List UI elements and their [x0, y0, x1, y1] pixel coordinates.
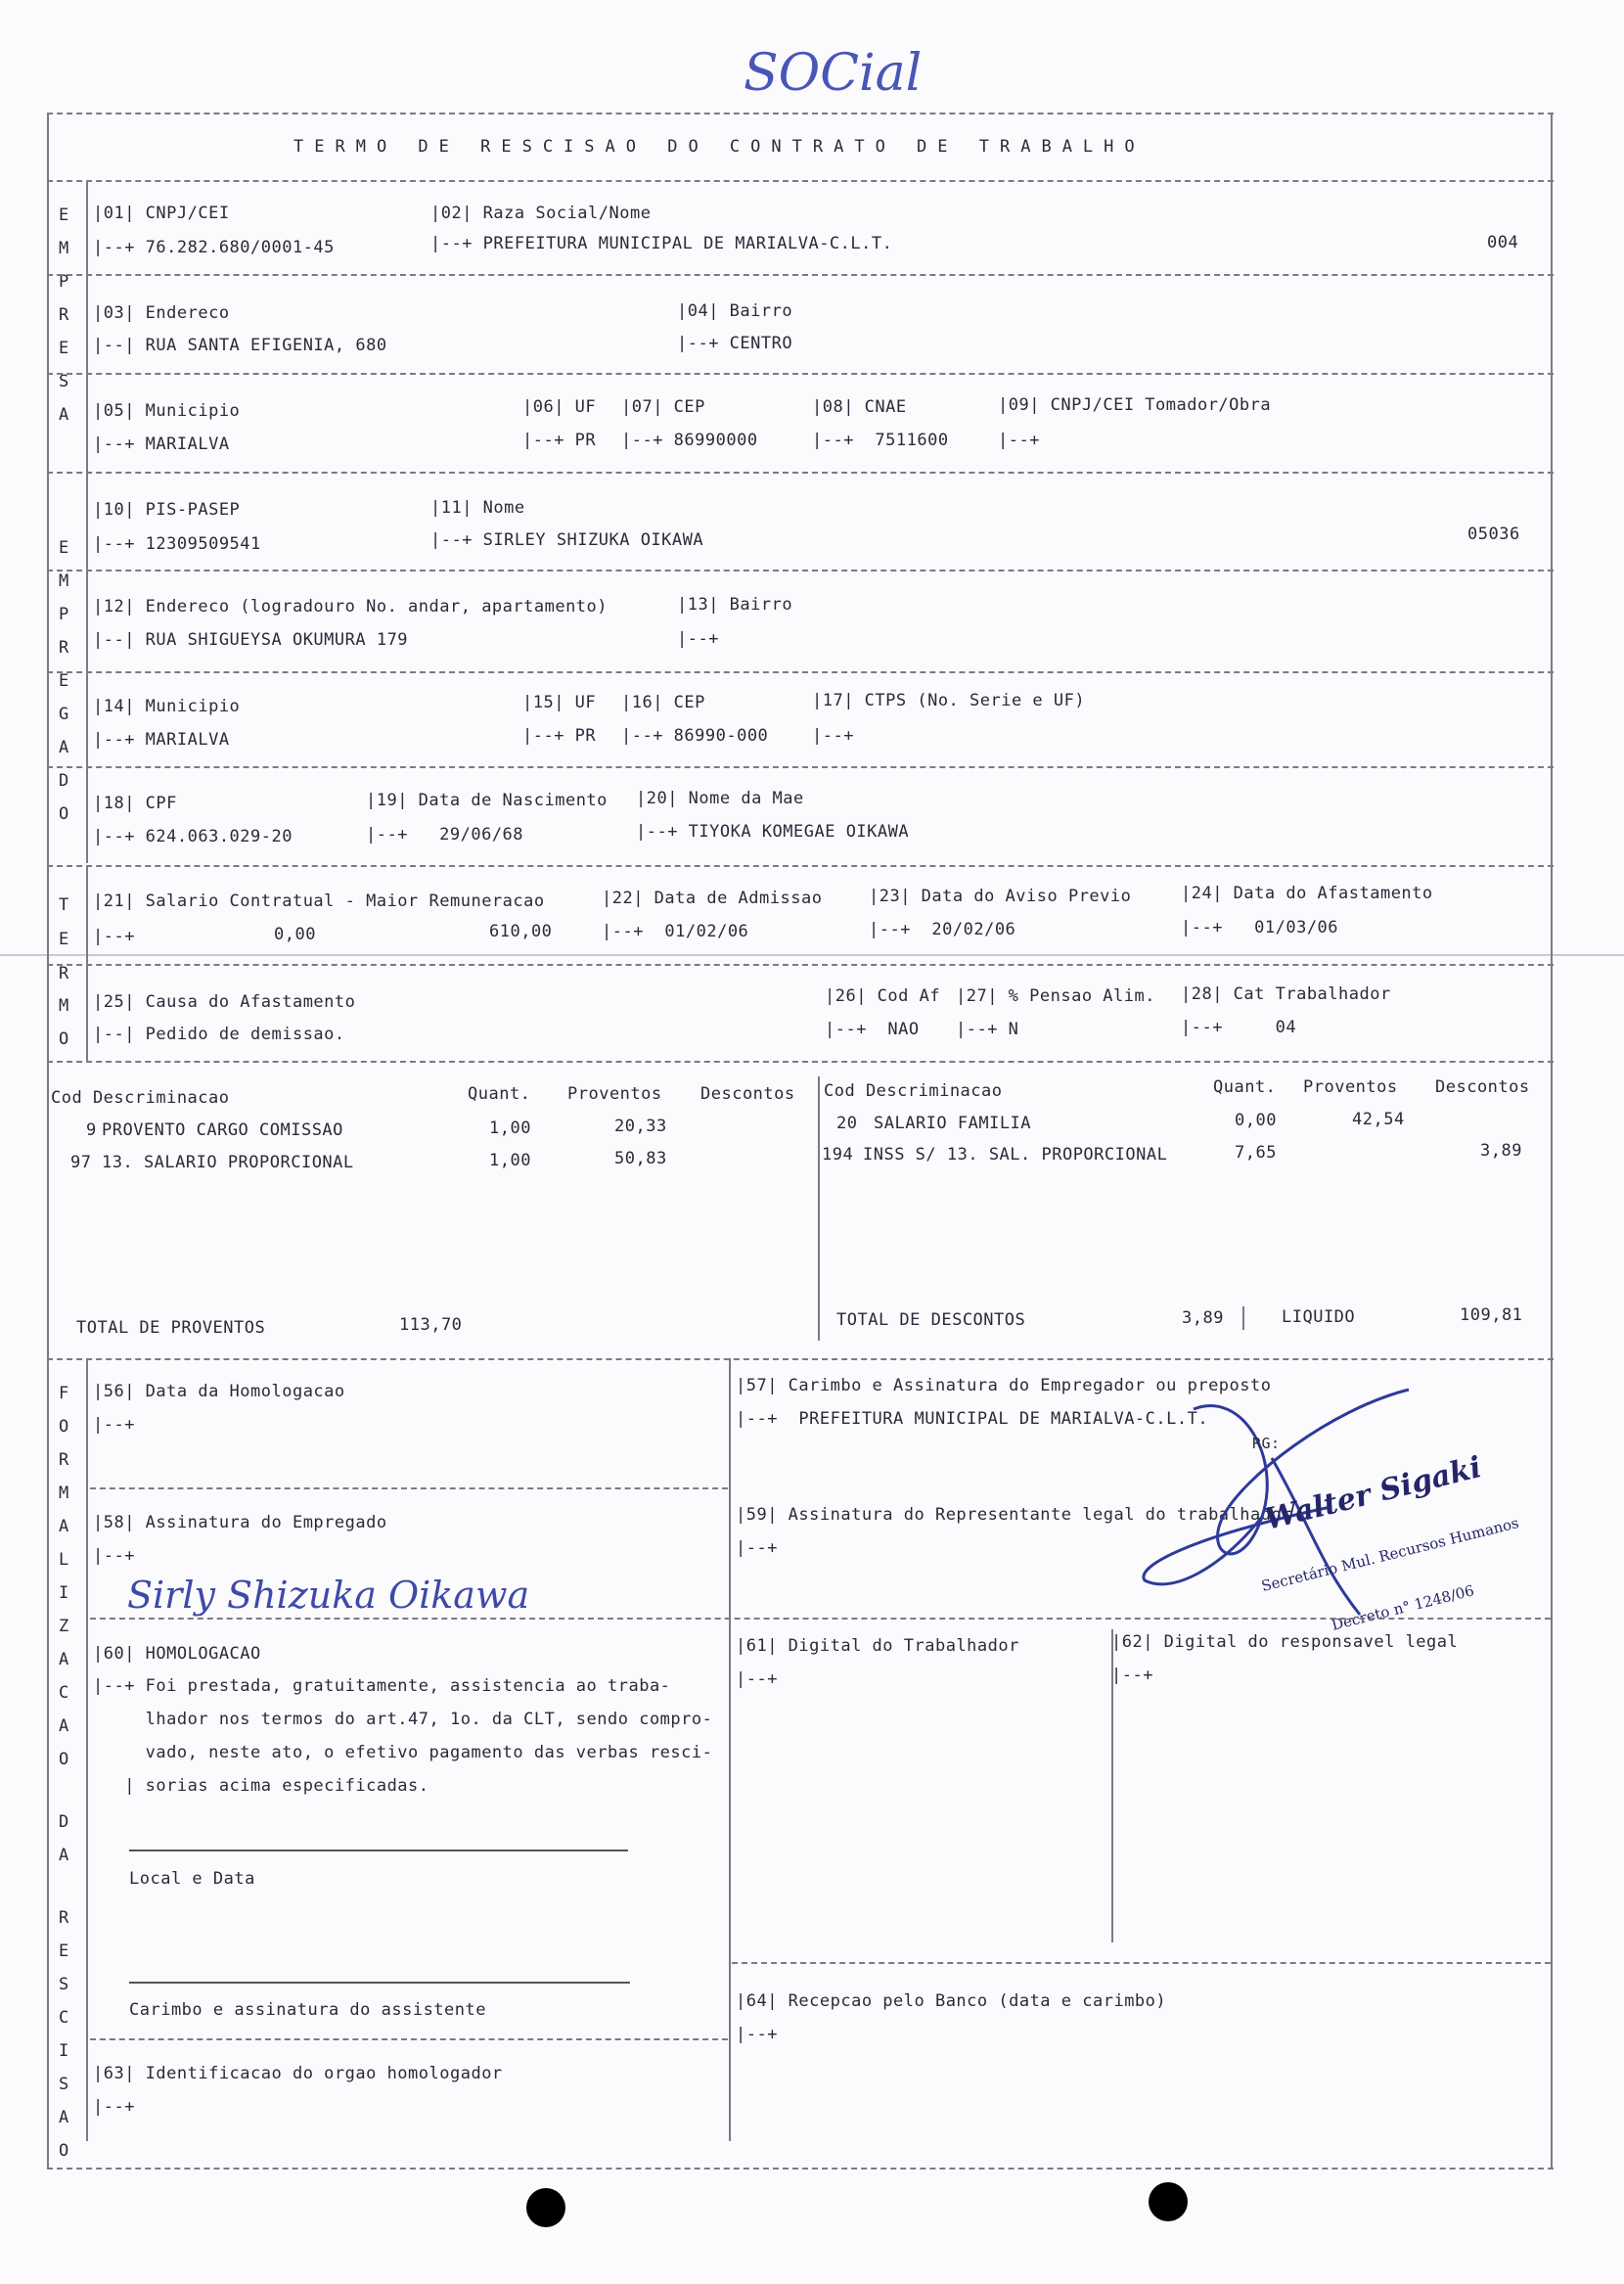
side-letter: S [59, 1975, 69, 1994]
side-letter: R [59, 1450, 69, 1470]
employer-code: 004 [1487, 233, 1519, 252]
field-05-value: |--+ MARIALVA [93, 434, 230, 454]
total-descontos-label: TOTAL DE DESCONTOS [836, 1310, 1026, 1330]
field-19-value: |--+ 29/06/68 [366, 825, 524, 845]
field-23-label: |23| Data do Aviso Previo [869, 887, 1132, 906]
field-12-label: |12| Endereco (logradouro No. andar, apartamento) [93, 597, 609, 617]
field-17-label: |17| CTPS (No. Serie e UF) [812, 691, 1086, 710]
field-08-value: |--+ 7511600 [812, 431, 949, 450]
field-04-value: |--+ CENTRO [677, 334, 793, 353]
field-60-text-line: vado, neste ato, o efetivo pagamento das verbas resci- [93, 1743, 713, 1762]
item-desc: 13. SALARIO PROPORCIONAL [102, 1153, 354, 1172]
field-05-label: |05| Municipio [93, 401, 241, 421]
field-10-value: |--+ 12309509541 [93, 534, 261, 554]
field-60-text-line: lhador nos termos do art.47, 1o. da CLT, sendo compro- [93, 1710, 713, 1729]
field-27-value: |--+ N [956, 1020, 1019, 1039]
item-desc: PROVENTO CARGO COMISSAO [102, 1120, 343, 1140]
field-15-label: |15| UF [522, 693, 597, 712]
field-26-label: |26| Cod Af [825, 986, 941, 1006]
field-20-value: |--+ TIYOKA KOMEGAE OIKAWA [636, 822, 910, 842]
item-proventos: 20,33 [614, 1117, 667, 1136]
field-63-label: |63| Identificacao do orgao homologador [93, 2064, 503, 2083]
side-letter: O [59, 804, 69, 824]
field-21-value: |--+ [93, 927, 135, 946]
divider [47, 472, 1554, 474]
liquido-label: LIQUIDO [1282, 1307, 1356, 1327]
field-24-value: |--+ 01/03/06 [1181, 918, 1339, 937]
header-cod: Cod Descriminacao [824, 1081, 1003, 1101]
stamp-name: Walter Sigaki [1261, 1450, 1485, 1537]
side-letter: O [59, 1417, 69, 1437]
field-57-value: |--+ PREFEITURA MUNICIPAL DE MARIALVA-C.L.T. [736, 1409, 1209, 1429]
field-25-label: |25| Causa do Afastamento [93, 992, 356, 1012]
divider [90, 1487, 728, 1489]
field-14-label: |14| Municipio [93, 697, 241, 716]
side-letter: O [59, 2141, 69, 2161]
punch-hole-icon [526, 2188, 565, 2227]
divider [47, 1061, 1554, 1063]
field-17-value: |--+ [812, 726, 854, 746]
field-16-label: |16| CEP [621, 693, 705, 712]
header-descontos: Descontos [1435, 1077, 1530, 1097]
side-letter: R [59, 638, 69, 658]
header-quant: Quant. [1213, 1077, 1277, 1097]
field-09-label: |09| CNPJ/CEI Tomador/Obra [998, 395, 1272, 415]
scan-fold-line [0, 954, 1624, 956]
side-letter: S [59, 2075, 69, 2094]
employee-signature: Sirly Shizuka Oikawa [127, 1574, 530, 1617]
field-15-value: |--+ PR [522, 726, 597, 746]
side-letter: P [59, 272, 69, 292]
side-letter: A [59, 1846, 69, 1865]
field-18-label: |18| CPF [93, 794, 177, 813]
side-letter: P [59, 605, 69, 624]
field-27-label: |27| % Pensao Alim. [956, 986, 1155, 1006]
field-25-value: |--| Pedido de demissao. [93, 1025, 345, 1044]
handwritten-note: SOCial [744, 44, 923, 103]
assistant-stamp-label: Carimbo e assinatura do assistente [129, 2000, 486, 2020]
field-60-label: |60| HOMOLOGACAO [93, 1644, 261, 1664]
divider [732, 1962, 1551, 1964]
side-letter: F [59, 1384, 69, 1403]
field-01-label: |01| CNPJ/CEI [93, 204, 230, 223]
side-letter: E [59, 206, 69, 225]
side-letter: E [59, 1941, 69, 1961]
divider [47, 274, 1554, 276]
side-letter: R [59, 305, 69, 325]
field-64-value: |--+ [736, 2025, 778, 2044]
stamp-decree: Decreto n° 1248/06 [1330, 1581, 1476, 1634]
side-letter: C [59, 2008, 69, 2028]
side-letter: D [59, 771, 69, 791]
divider [90, 1618, 1551, 1620]
header-proventos: Proventos [1303, 1077, 1398, 1097]
field-18-value: |--+ 624.063.029-20 [93, 827, 293, 846]
local-data-label: Local e Data [129, 1869, 255, 1889]
field-21-max: 610,00 [489, 922, 553, 941]
field-02-label: |02| Raza Social/Nome [430, 204, 652, 223]
field-56-label: |56| Data da Homologacao [93, 1382, 345, 1401]
liquido-divider [1242, 1306, 1244, 1330]
side-letter: D [59, 1812, 69, 1832]
field-13-label: |13| Bairro [677, 595, 793, 615]
field-64-label: |64| Recepcao pelo Banco (data e carimbo) [736, 1991, 1167, 2011]
field-59-value: |--+ [736, 1538, 778, 1558]
side-letter: M [59, 571, 69, 591]
side-letter: R [59, 1908, 69, 1928]
side-letter: A [59, 1650, 69, 1669]
field-07-label: |07| CEP [621, 397, 705, 417]
item-quant: 1,00 [489, 1151, 531, 1170]
field-10-label: |10| PIS-PASEP [93, 500, 241, 520]
divider [90, 2038, 728, 2040]
side-letter: A [59, 1716, 69, 1736]
item-descontos: 3,89 [1480, 1141, 1522, 1161]
side-letter: E [59, 538, 69, 558]
field-01-value: |--+ 76.282.680/0001-45 [93, 238, 335, 257]
item-cod: 9 [86, 1120, 97, 1140]
field-03-value: |--| RUA SANTA EFIGENIA, 680 [93, 336, 387, 355]
section-letter-column [86, 472, 88, 863]
field-11-value: |--+ SIRLEY SHIZUKA OIKAWA [430, 530, 704, 550]
item-cod: 97 [70, 1153, 92, 1172]
side-letter: A [59, 1517, 69, 1536]
field-12-value: |--| RUA SHIGUEYSA OKUMURA 179 [93, 630, 409, 650]
field-61-value: |--+ [736, 1669, 778, 1689]
frame-top [47, 113, 1554, 114]
side-letter: S [59, 372, 69, 391]
side-letter: O [59, 1750, 69, 1769]
divider [47, 865, 1554, 867]
side-letter: I [59, 2041, 69, 2061]
item-cod: 20 [836, 1114, 858, 1133]
punch-hole-icon [1149, 2182, 1188, 2221]
local-data-line [129, 1850, 628, 1851]
frame-left [47, 113, 49, 2168]
frame-right [1551, 113, 1553, 2168]
side-letter: E [59, 930, 69, 949]
side-letter: E [59, 671, 69, 691]
side-letter: I [59, 1583, 69, 1603]
field-19-label: |19| Data de Nascimento [366, 791, 608, 810]
field-04-label: |04| Bairro [677, 301, 793, 321]
side-letter: L [59, 1550, 69, 1570]
item-proventos: 42,54 [1352, 1110, 1405, 1129]
header-cod: Cod Descriminacao [51, 1088, 230, 1108]
field-60-text-line: |--+ Foi prestada, gratuitamente, assistencia ao traba- [93, 1676, 671, 1696]
document-title: TERMO DE RESCISAO DO CONTRATO DE TRABALHO [293, 137, 1146, 157]
field-07-value: |--+ 86990000 [621, 431, 758, 450]
item-proventos: 50,83 [614, 1149, 667, 1168]
item-quant: 1,00 [489, 1119, 531, 1138]
field-13-value: |--+ [677, 629, 719, 649]
item-desc: SALARIO FAMILIA [874, 1114, 1032, 1133]
section-column-divider [729, 1358, 731, 2141]
total-proventos-label: TOTAL DE PROVENTOS [76, 1318, 266, 1338]
field-22-value: |--+ 01/02/06 [602, 922, 749, 941]
field-21-salary: 0,00 [274, 925, 316, 944]
field-06-value: |--+ PR [522, 431, 597, 450]
field-22-label: |22| Data de Admissao [602, 889, 823, 908]
side-letter: M [59, 239, 69, 258]
field-23-value: |--+ 20/02/06 [869, 920, 1016, 939]
stamp-role: Secretário Mul. Recursos Humanos [1259, 1514, 1521, 1596]
total-descontos-value: 3,89 [1182, 1308, 1224, 1328]
field-20-label: |20| Nome da Mae [636, 789, 804, 808]
field-08-label: |08| CNAE [812, 397, 907, 417]
divider [47, 964, 1554, 966]
section-letter-column [86, 1358, 88, 2141]
items-column-divider [818, 1076, 820, 1341]
divider [47, 1358, 1554, 1360]
field-28-label: |28| Cat Trabalhador [1181, 984, 1391, 1004]
side-letter: M [59, 1484, 69, 1503]
header-descontos: Descontos [700, 1084, 795, 1104]
side-letter: C [59, 1683, 69, 1703]
field-24-label: |24| Data do Afastamento [1181, 884, 1433, 903]
field-21-label: |21| Salario Contratual - Maior Remuneracao [93, 891, 545, 911]
side-letter: A [59, 738, 69, 757]
section-letter-column [86, 180, 88, 474]
field-02-value: |--+ PREFEITURA MUNICIPAL DE MARIALVA-C.L.T. [430, 234, 893, 253]
field-26-value: |--+ NAO [825, 1020, 920, 1039]
side-letter: R [59, 964, 69, 983]
employee-code: 05036 [1467, 525, 1520, 544]
side-letter: T [59, 895, 69, 915]
side-letter: E [59, 339, 69, 358]
divider [47, 671, 1554, 673]
field-03-label: |03| Endereco [93, 303, 230, 323]
field-59-label: |59| Assinatura do Representante legal do trabalhador [736, 1505, 1292, 1525]
field-28-value: |--+ 04 [1181, 1018, 1297, 1037]
side-letter: Z [59, 1617, 69, 1636]
field-16-value: |--+ 86990-000 [621, 726, 769, 746]
liquido-value: 109,81 [1460, 1305, 1523, 1325]
divider [47, 180, 1554, 182]
field-57-label: |57| Carimbo e Assinatura do Empregador ou preposto [736, 1376, 1272, 1395]
field-56-value: |--+ [93, 1415, 135, 1435]
section-letter-column [86, 865, 88, 1061]
field-63-value: |--+ [93, 2097, 135, 2117]
stamp-rg: RG: [1252, 1435, 1281, 1452]
side-letter: A [59, 2108, 69, 2127]
total-proventos-value: 113,70 [399, 1315, 463, 1335]
field-62-label: |62| Digital do responsavel legal [1111, 1632, 1459, 1652]
item-quant: 7,65 [1235, 1143, 1277, 1163]
field-58-value: |--+ [93, 1546, 135, 1566]
field-11-label: |11| Nome [430, 498, 525, 518]
field-14-value: |--+ MARIALVA [93, 730, 230, 750]
header-quant: Quant. [468, 1084, 531, 1104]
side-letter: O [59, 1029, 69, 1049]
divider [47, 766, 1554, 768]
divider [47, 570, 1554, 571]
item-desc: INSS S/ 13. SAL. PROPORCIONAL [863, 1145, 1168, 1165]
field-09-value: |--+ [998, 431, 1040, 450]
item-cod: 194 [822, 1145, 854, 1165]
field-60-text-line: | sorias acima especificadas. [93, 1776, 429, 1796]
field-58-label: |58| Assinatura do Empregado [93, 1513, 387, 1532]
side-letter: G [59, 705, 69, 724]
employer-stamp [1135, 1370, 1546, 1634]
frame-bottom [47, 2168, 1554, 2170]
side-letter: M [59, 996, 69, 1016]
field-06-label: |06| UF [522, 397, 597, 417]
side-letter: A [59, 405, 69, 425]
divider [47, 373, 1554, 375]
assistant-signature-line [129, 1982, 630, 1984]
header-proventos: Proventos [567, 1084, 662, 1104]
field-61-label: |61| Digital do Trabalhador [736, 1636, 1019, 1656]
item-quant: 0,00 [1235, 1111, 1277, 1130]
field-62-value: |--+ [1111, 1666, 1153, 1685]
